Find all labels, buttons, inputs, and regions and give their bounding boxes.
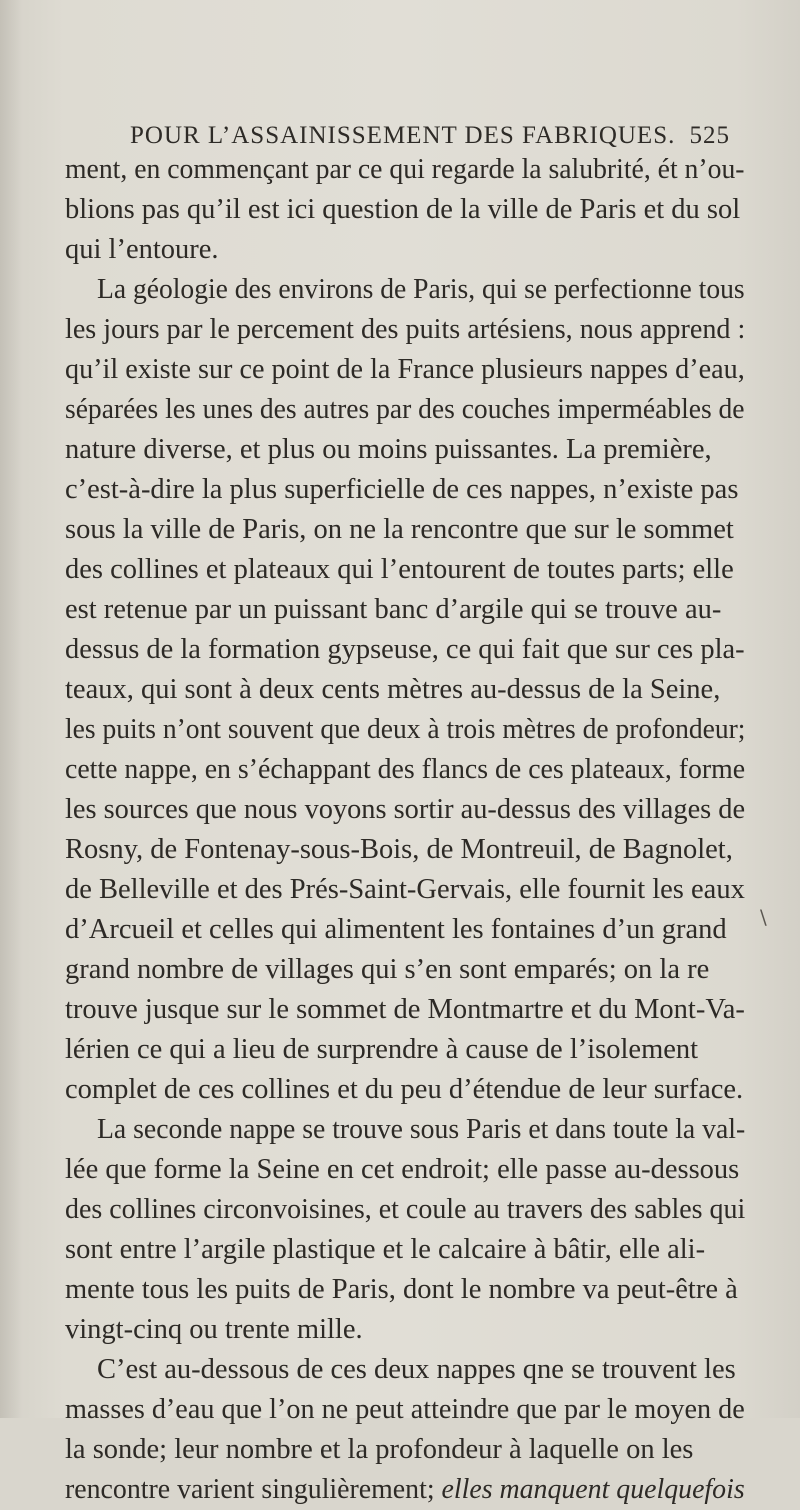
page-header [130,122,730,152]
text-line: sont entre l’argile plastique et le calcaire à bâtir, elle ali- [65,1234,706,1265]
text-line: les puits n’ont souvent que deux à trois mètres de profondeur; [65,714,746,745]
text-line: séparées les unes des autres par des couches imperméables de [65,394,745,425]
page-gutter-shadow [0,0,22,1418]
text-line: lée que forme la Seine en cet endroit; elle passe au-dessous [65,1154,740,1185]
text-line: teaux, qui sont à deux cents mètres au-dessus de la Seine, [65,674,721,705]
text-line: de Belleville et des Prés-Saint-Gervais, elle fournit les eaux [65,874,745,905]
text-line: d’Arcueil et celles qui alimentent les fontaines d’un grand [65,914,727,945]
paragraph-first-line: C’est au-dessous de ces deux nappes qne se trouvent les [97,1354,736,1385]
text-line-last [65,1470,745,1510]
text-line: ment, en commençant par ce qui regarde la salubrité, ét n’ou- [65,154,745,185]
text-line: nature diverse, et plus ou moins puissantes. La première, [65,434,712,465]
text-line: qu’il existe sur ce point de la France plusieurs nappes d’eau, [65,354,745,385]
text-line: dessus de la formation gypseuse, ce qui fait que sur ces pla- [65,634,745,665]
text-line: les jours par le percement des puits artésiens, nous apprend : [65,314,746,345]
text-line: des collines et plateaux qui l’entourent de toutes parts; elle [65,554,734,585]
text-line: cette nappe, en s’échappant des flancs de ces plateaux, forme [65,754,746,785]
margin-mark: \ [760,905,767,929]
text-italic: elles manquent quelquefois [441,1474,745,1505]
text-line: des collines circonvoisines, et coule au travers des sables qui [65,1194,746,1225]
paragraph-first-line: La seconde nappe se trouve sous Paris et dans toute la val- [97,1114,746,1145]
page-number: 525 [689,122,730,149]
text-line: lérien ce qui a lieu de surprendre à cause de l’isolement [65,1034,699,1065]
running-head: POUR L’ASSAINISSEMENT DES FABRIQUES. [130,122,676,149]
text-line: Rosny, de Fontenay-sous-Bois, de Montreuil, de Bagnolet, [65,834,733,865]
text-line: trouve jusque sur le sommet de Montmartre et du Mont-Va- [65,994,745,1025]
text-roman: rencontre varient singulièrement; [65,1474,442,1505]
text-line: est retenue par un puissant banc d’argile qui se trouve au- [65,594,722,625]
text-line: blions pas qu’il est ici question de la ville de Paris et du sol [65,194,741,225]
text-line: sous la ville de Paris, on ne la rencontre que sur le sommet [65,514,734,545]
text-line: qui l’entoure. [65,234,219,265]
text-line: complet de ces collines et du peu d’étendue de leur surface. [65,1074,744,1105]
text-line: masses d’eau que l’on ne peut atteindre que par le moyen de [65,1394,745,1425]
text-line: grand nombre de villages qui s’en sont emparés; on la re [65,954,710,985]
text-line: les sources que nous voyons sortir au-dessus des villages de [65,794,746,825]
text-line: mente tous les puits de Paris, dont le nombre va peut-être à [65,1274,738,1305]
paragraph-first-line: La géologie des environs de Paris, qui se perfectionne tous [97,274,745,305]
text-line: vingt-cinq ou trente mille. [65,1314,363,1345]
text-line: la sonde; leur nombre et la profondeur à laquelle on les [65,1434,694,1465]
text-line: c’est-à-dire la plus superficielle de ces nappes, n’existe pas [65,474,739,505]
